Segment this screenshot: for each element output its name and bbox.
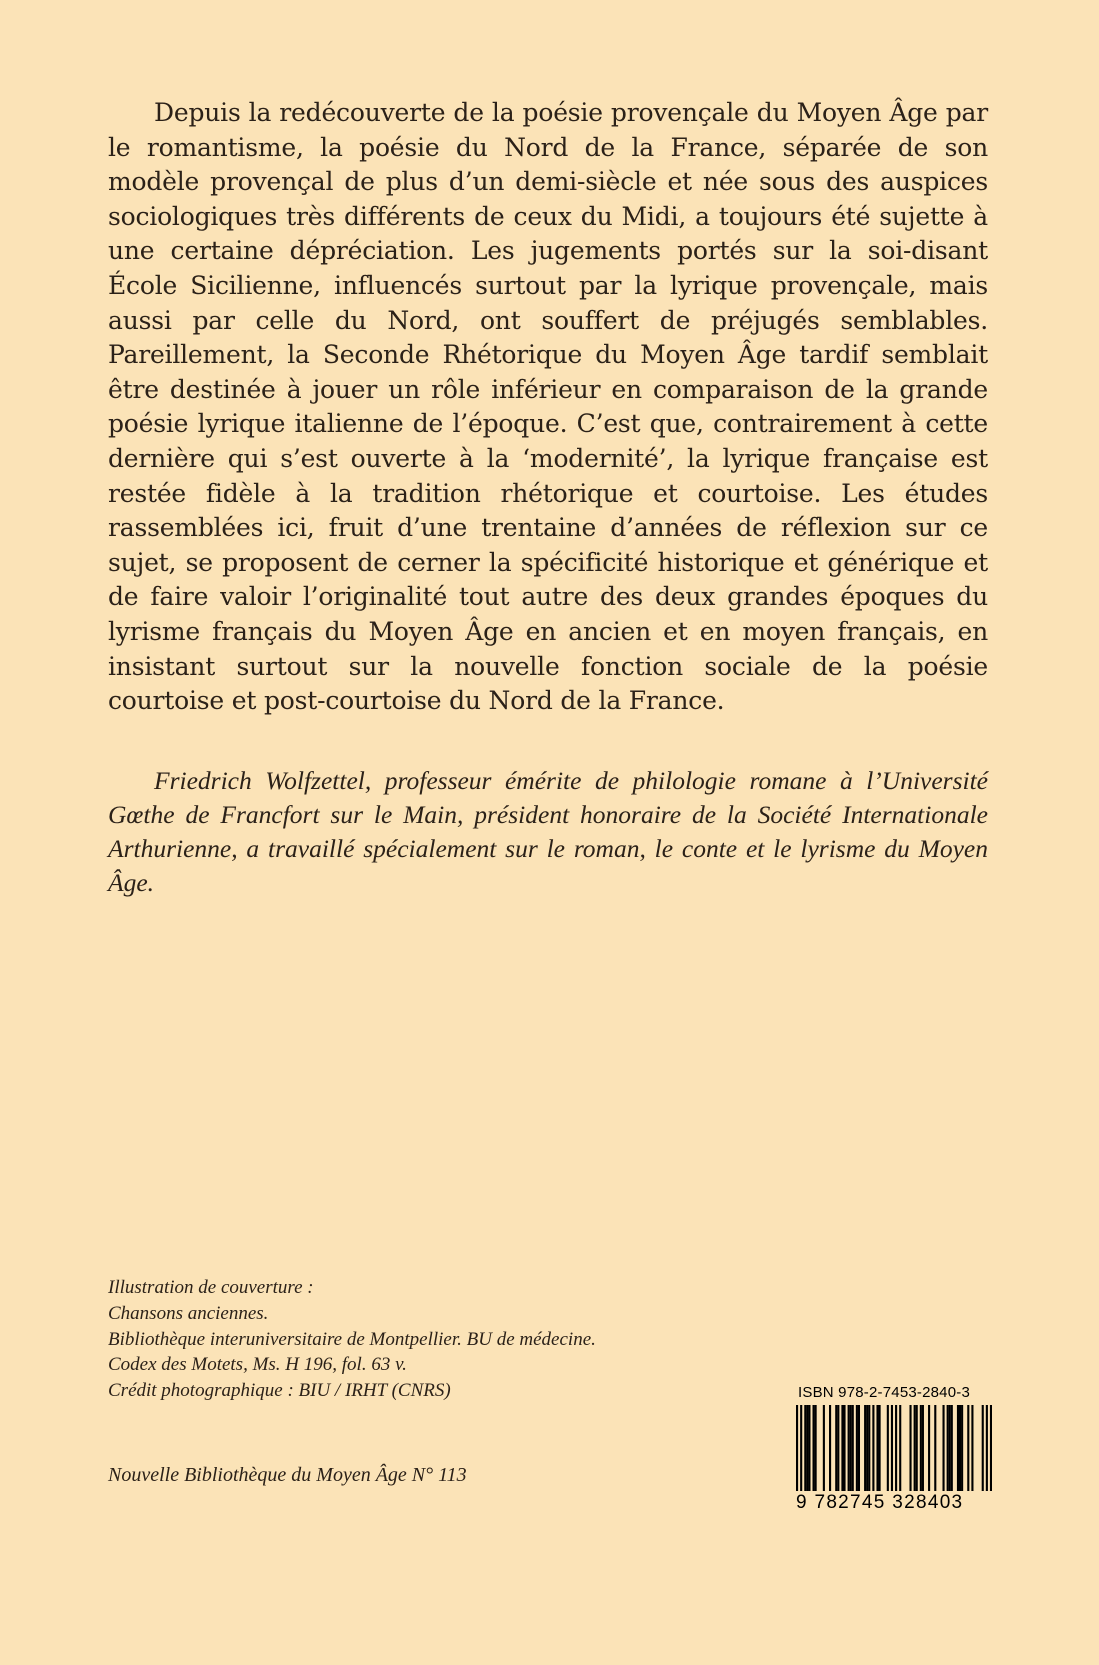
barcode-bar <box>922 1405 924 1491</box>
barcode-bar <box>806 1405 808 1491</box>
barcode-bar <box>829 1405 831 1491</box>
barcode-bar <box>942 1405 944 1491</box>
barcode-bar <box>914 1405 916 1491</box>
barcode-bar <box>852 1405 854 1491</box>
credits-line: Illustration de couverture : <box>108 1277 314 1298</box>
barcode-bar <box>876 1405 878 1491</box>
barcode-bar <box>808 1405 810 1491</box>
barcode-bar <box>848 1405 850 1491</box>
barcode-bar <box>856 1405 858 1491</box>
barcode-bar <box>796 1405 798 1491</box>
barcode-bar <box>843 1405 845 1491</box>
barcode-bar <box>971 1405 973 1491</box>
barcode-bar <box>934 1405 936 1491</box>
barcode-image <box>796 1405 992 1491</box>
barcode-bar <box>947 1405 949 1491</box>
barcode-bar <box>895 1405 897 1491</box>
barcode-bar <box>909 1405 911 1491</box>
barcode-bar <box>986 1405 988 1491</box>
barcode-bar <box>961 1405 963 1491</box>
barcode-bar <box>928 1405 930 1491</box>
barcode-bar <box>891 1405 893 1491</box>
barcode-bar <box>868 1405 870 1491</box>
barcode-bar <box>850 1405 852 1491</box>
barcode-bar <box>841 1405 843 1491</box>
cover-illustration-credits <box>108 1275 668 1404</box>
barcode-bar <box>858 1405 860 1491</box>
barcode-bar <box>813 1405 815 1491</box>
author-bio: Friedrich Wolfzettel, professeur émérite de philologie romane à l’Université Gœthe de Francfort sur le Main, président honoraire de la Société Internationale Arthurienne, a travaillé spécialement sur le roman, le conte et le lyrisme du Moyen Âge. <box>108 766 988 897</box>
barcode-bar <box>949 1405 951 1491</box>
barcode-bar <box>879 1405 881 1491</box>
isbn-barcode-block <box>796 1384 996 1514</box>
barcode-bar <box>967 1405 969 1491</box>
barcode-bar <box>951 1405 953 1491</box>
barcode-bar <box>899 1405 901 1491</box>
isbn-barcode-digits: 9 782745 328403 <box>796 1492 964 1513</box>
back-cover-blurb: Depuis la redécouverte de la poésie provençale du Moyen Âge par le romantisme, la poésie du Nord de la France, séparée de son modèle provençal de plus d’un demi-siècle et née sous des auspices sociologiques très différents de ceux du Midi, a toujours été sujette à une certaine dépréciation. Les jugements portés sur la soi-disant École Sicilienne, influencés surtout par la lyrique provençale, mais aussi par celle du Nord, ont souffert de préjugés semblables. Pareillement, la Seconde Rhétorique du Moyen Âge tardif semblait être destinée à jouer un rôle inférieur en comparaison de la grande poésie lyrique italienne de l’époque. C’est que, contrairement à cette dernière qui s’est ouverte à la ‘modernité’, la lyrique française est restée fidèle à la tradition rhétorique et courtoise. Les études rassemblées ici, fruit d’une trentaine d’années de réflexion sur ce sujet, se proposent de cerner la spécificité historique et générique et de faire valoir l’originalité tout autre des deux grandes époques du lyrisme français du Moyen Âge en ancien et en moyen français, en insistant surtout sur la nouvelle fonction sociale de la poésie courtoise et post-courtoise du Nord de la France. <box>108 98 988 716</box>
credits-line: Codex des Motets, Ms. H 196, fol. 63 v. <box>108 1354 407 1376</box>
series-title: Nouvelle Bibliothèque du Moyen Âge N° 113 <box>108 1464 467 1486</box>
credits-line: Bibliothèque interuniversitaire de Montpellier. BU de médecine. <box>108 1328 596 1350</box>
credits-line: Crédit photographique : BIU / IRHT (CNRS) <box>108 1380 451 1402</box>
barcode-bar <box>804 1405 806 1491</box>
barcode-bar <box>837 1405 839 1491</box>
barcode-bar <box>872 1405 874 1491</box>
barcode-bar <box>866 1405 868 1491</box>
barcode-bar <box>920 1405 922 1491</box>
barcode-bar <box>864 1405 866 1491</box>
barcode-bar <box>815 1405 817 1491</box>
barcode-bar <box>959 1405 961 1491</box>
barcode-bar <box>835 1405 837 1491</box>
barcode-bar <box>823 1405 825 1491</box>
barcode-bar <box>887 1405 889 1491</box>
barcode-bar <box>990 1405 992 1491</box>
isbn-label: ISBN 978-2-7453-2840-3 <box>798 1384 971 1401</box>
barcode-bar <box>957 1405 959 1491</box>
barcode-bar <box>982 1405 984 1491</box>
barcode-bar <box>800 1405 802 1491</box>
barcode-bar <box>916 1405 918 1491</box>
credits-line: Chansons anciennes. <box>108 1302 269 1324</box>
